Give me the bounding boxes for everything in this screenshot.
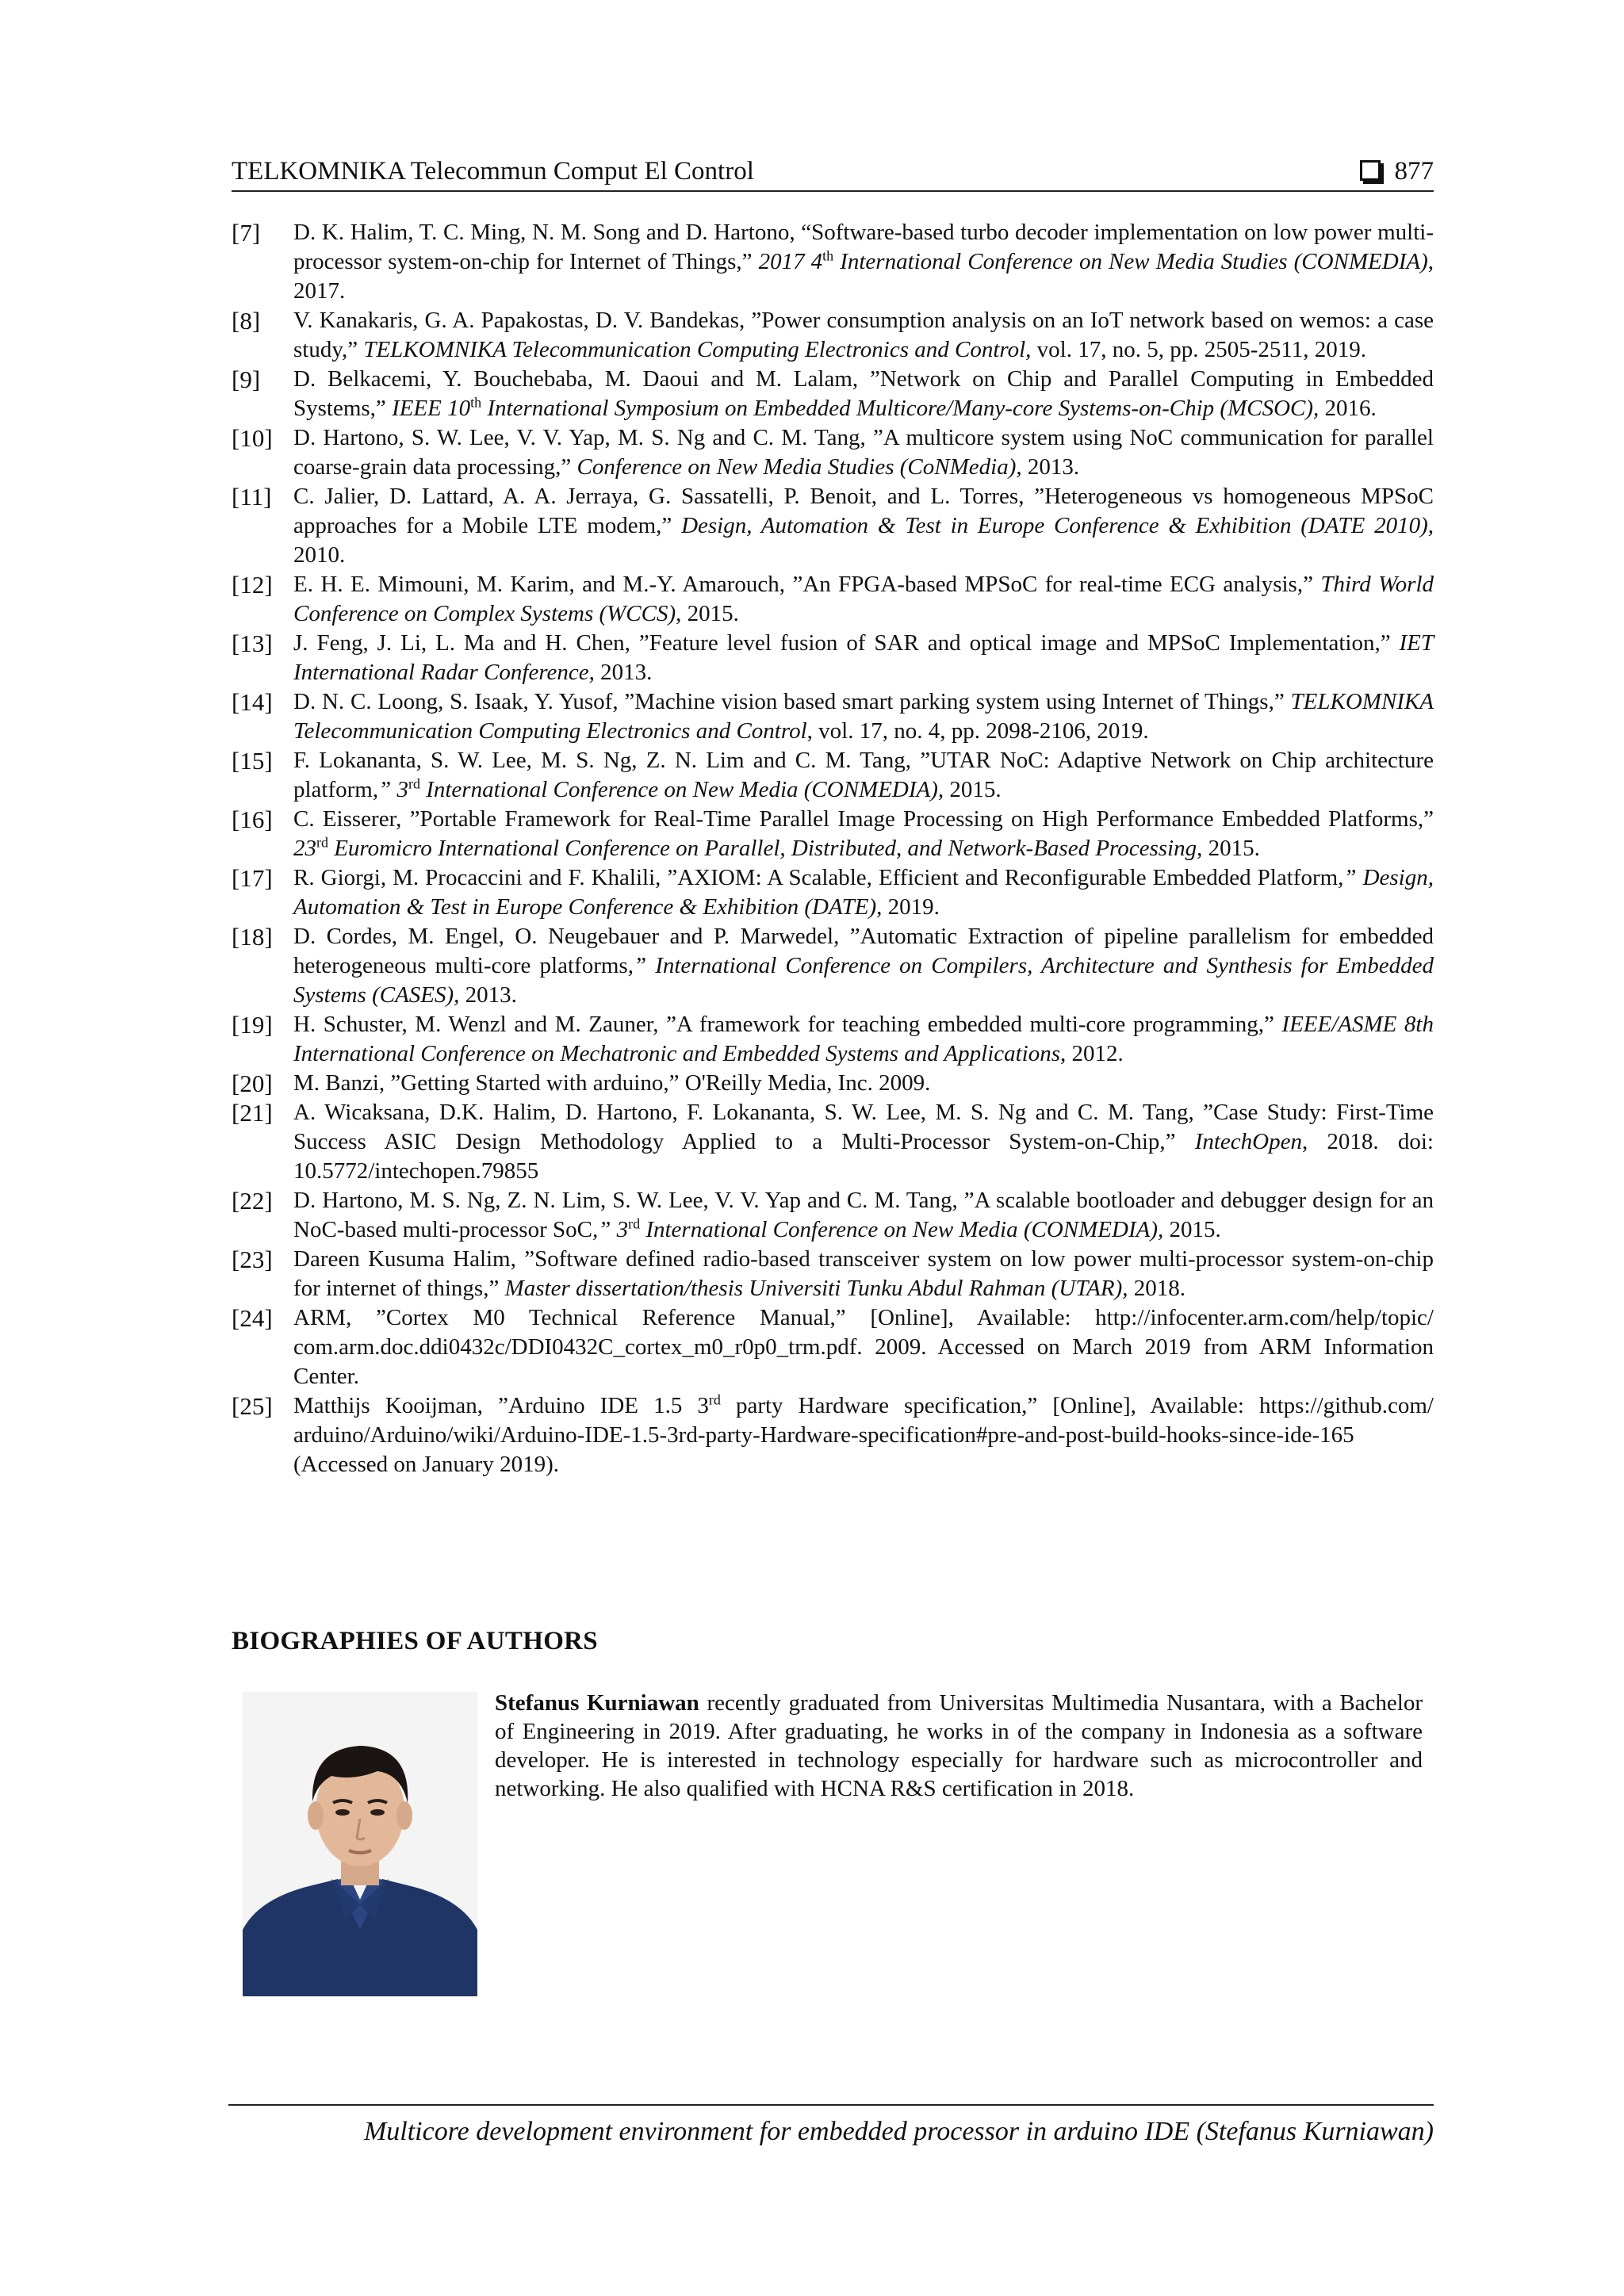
reference-item xyxy=(232,218,1434,306)
reference-superscript: rd xyxy=(408,775,420,792)
page-number-block xyxy=(1360,152,1434,190)
biographies-heading: BIOGRAPHIES OF AUTHORS xyxy=(232,1627,598,1655)
reference-item xyxy=(232,1303,1434,1391)
author-biography xyxy=(495,1689,1423,1803)
reference-text xyxy=(293,922,1434,1010)
reference-item xyxy=(232,922,1434,1010)
reference-segment: ARM, ”Cortex M0 Technical Reference Manual,” [Online], Available: http://infocenter.arm.com/help/topic/ com.arm.doc.ddi0432c/DDI0432C_cortex_m0_r0p0_trm.pdf. 2009. Accessed on March 2019 from ARM Information Center. xyxy=(293,1305,1434,1389)
reference-segment: 2013. xyxy=(459,982,517,1008)
reference-text xyxy=(293,570,1434,629)
reference-superscript: th xyxy=(822,247,834,264)
reference-number: [14] xyxy=(232,688,273,716)
reference-number: [24] xyxy=(232,1304,273,1332)
reference-segment: , 2017. xyxy=(293,249,1434,304)
reference-text xyxy=(293,1186,1434,1245)
author-name: Stefanus Kurniawan xyxy=(495,1690,699,1716)
reference-item xyxy=(232,1391,1434,1479)
reference-superscript: rd xyxy=(628,1215,641,1232)
reference-item xyxy=(232,1010,1434,1069)
reference-segment: Euromicro International Conference on Parallel, Distributed, and Network-Based Processing xyxy=(327,836,1197,861)
reference-segment: J. Feng, J. Li, L. Ma and H. Chen, ”Feature level fusion of SAR and optical image and MPSoC Implementation,” xyxy=(293,630,1400,656)
reference-item xyxy=(232,482,1434,570)
reference-number: [9] xyxy=(232,365,261,393)
reference-number: [22] xyxy=(232,1187,273,1215)
reference-segment: 23 xyxy=(293,836,316,861)
reference-text xyxy=(293,1391,1434,1479)
reference-segment: D. K. Halim, T. C. Ming, N. M. Song and D. Hartono, “Software-based turbo decoder implementation on low power multi-processor system-on-chip for Internet of Things,” xyxy=(293,220,1434,274)
author-bio-text: recently graduated from Universitas Multimedia Nusantara, with a Bachelor of Engineering in 2019. After graduating, he works in of the company in Indonesia as a software developer. He is interested in technology especially for hardware such as microcontroller and networking. He also qualified with HCNA R&S certification in 2018. xyxy=(495,1690,1423,1801)
reference-number: [10] xyxy=(232,424,273,452)
page-number: 877 xyxy=(1394,157,1434,186)
reference-segment: Dareen Kusuma Halim, ”Software defined radio-based transceiver system on low power multi-processor system-on-chip for internet of things,” xyxy=(293,1246,1434,1301)
reference-text xyxy=(293,218,1434,306)
reference-number: [11] xyxy=(232,483,272,511)
reference-superscript: rd xyxy=(708,1391,721,1408)
reference-number: [7] xyxy=(232,219,261,247)
reference-segment: E. H. E. Mimouni, M. Karim, and M.-Y. Amarouch, ”An FPGA-based MPSoC for real-time ECG analysis,” xyxy=(293,572,1321,597)
reference-segment: IET International Radar Conference, xyxy=(293,630,1434,685)
reference-item xyxy=(232,629,1434,687)
reference-segment: Third World Conference on Complex Systems (WCCS), xyxy=(293,572,1434,626)
running-footer xyxy=(228,2104,1434,2147)
reference-number: [23] xyxy=(232,1246,273,1273)
reference-segment: 2019. xyxy=(882,894,940,920)
author-portrait-image xyxy=(243,1692,477,1996)
reference-item xyxy=(232,570,1434,629)
reference-number: [15] xyxy=(232,747,273,775)
journal-title: TELKOMNIKA Telecommun Comput El Control xyxy=(232,157,754,186)
reference-item xyxy=(232,746,1434,805)
reference-segment: D. Hartono, S. W. Lee, V. V. Yap, M. S. Ng and C. M. Tang, ”A multicore system using NoC communication for parallel coarse-grain data processing,” xyxy=(293,425,1434,480)
author-photo xyxy=(243,1692,477,1996)
reference-number: [13] xyxy=(232,629,273,657)
reference-text xyxy=(293,687,1434,746)
reference-segment: V. Kanakaris, G. A. Papakostas, D. V. Bandekas, ”Power consumption analysis on an IoT network based on wemos: a case study,” xyxy=(293,308,1434,362)
reference-text xyxy=(293,482,1434,570)
reference-text xyxy=(293,805,1434,863)
reference-segment: 2015. xyxy=(681,601,739,626)
reference-number: [12] xyxy=(232,571,273,599)
reference-text xyxy=(293,746,1434,805)
reference-segment: Master dissertation/thesis Universiti Tunku Abdul Rahman (UTAR), xyxy=(504,1276,1128,1301)
reference-segment: TELKOMNIKA Telecommunication Computing Electronics and Control xyxy=(293,689,1434,744)
reference-number: [16] xyxy=(232,806,273,833)
reference-item xyxy=(232,365,1434,423)
reference-segment: Conference on New Media Studies (CoNMedia), xyxy=(576,454,1022,480)
reference-segment: 2018. xyxy=(1128,1276,1186,1301)
reference-segment: ,” International Conference on Compilers, Architecture and Synthesis for Embedded Systems (CASES), xyxy=(293,953,1434,1008)
reference-superscript: rd xyxy=(316,834,328,851)
reference-segment: , 2018. doi: 10.5772/intechopen.79855 xyxy=(293,1129,1434,1184)
reference-segment: C. Jalier, D. Lattard, A. A. Jerraya, G. Sassatelli, P. Benoit, and L. Torres, ”Heterogeneous vs homogeneous MPSoC approaches for a Mobile LTE modem,” xyxy=(293,484,1434,538)
reference-superscript: th xyxy=(470,394,482,411)
reference-segment: 2017 4 xyxy=(758,249,823,274)
reference-number: [8] xyxy=(232,307,261,335)
reference-segment: ,” 3 xyxy=(372,777,408,802)
reference-item xyxy=(232,863,1434,922)
reference-segment: ,” 3 xyxy=(592,1217,629,1242)
reference-item xyxy=(232,423,1434,482)
reference-segment: D. Cordes, M. Engel, O. Neugebauer and P. Marwedel, ”Automatic Extraction of pipeline parallelism for embedded heterogeneous multi-core platforms xyxy=(293,924,1434,978)
reference-number: [17] xyxy=(232,864,273,892)
reference-segment: ,” Design, Automation & Test in Europe Conference & Exhibition (DATE), xyxy=(293,865,1434,920)
reference-segment: F. Lokananta, S. W. Lee, M. S. Ng, Z. N. Lim and C. M. Tang, ”UTAR NoC: Adaptive Network on Chip architecture platform xyxy=(293,748,1434,802)
reference-segment: International Conference on New Media Studies (CONMEDIA) xyxy=(833,249,1428,274)
reference-segment: D. Hartono, M. S. Ng, Z. N. Lim, S. W. Lee, V. V. Yap and C. M. Tang, ”A scalable bootloader and debugger design for an NoC-based multi-processor SoC xyxy=(293,1188,1434,1242)
reference-text xyxy=(293,1098,1434,1186)
reference-item xyxy=(232,1186,1434,1245)
reference-segment: International Conference on New Media (CONMEDIA), xyxy=(640,1217,1164,1242)
reference-text xyxy=(293,365,1434,423)
reference-text xyxy=(293,1069,1434,1098)
running-header xyxy=(232,152,1434,192)
reference-segment: , 2015. xyxy=(1197,836,1260,861)
reference-text xyxy=(293,1245,1434,1303)
reference-text xyxy=(293,306,1434,365)
reference-segment: International Symposium on Embedded Multicore/Many-core Systems-on-Chip (MCSOC), xyxy=(481,396,1320,421)
reference-segment: D. Belkacemi, Y. Bouchebaba, M. Daoui and M. Lalam, ”Network on Chip and Parallel Computing in Embedded Systems,” xyxy=(293,366,1434,421)
reference-segment: vol. 17, no. 5, pp. 2505-2511, 2019. xyxy=(1031,337,1367,362)
reference-item xyxy=(232,687,1434,746)
reference-segment: IEEE 10 xyxy=(392,396,471,421)
reference-segment: D. N. C. Loong, S. Isaak, Y. Yusof, ”Machine vision based smart parking system using Internet of Things,” xyxy=(293,689,1291,714)
reference-segment: TELKOMNIKA Telecommunication Computing Electronics and Control, xyxy=(363,337,1032,362)
reference-text xyxy=(293,1303,1434,1391)
reference-segment: A. Wicaksana, D.K. Halim, D. Hartono, F. Lokananta, S. W. Lee, M. S. Ng and C. M. Tang, ”Case Study: First-Time Success ASIC Design Methodology Applied to a Multi-Processor System-on-Chip,” xyxy=(293,1100,1434,1154)
reference-segment: , vol. 17, no. 4, pp. 2098-2106, 2019. xyxy=(806,718,1149,744)
reference-item xyxy=(232,1069,1434,1098)
reference-segment: IEEE/ASME 8th International Conference on Mechatronic and Embedded Systems and Applications xyxy=(293,1012,1434,1066)
reference-segment: 2015. xyxy=(1163,1217,1221,1242)
reference-segment: 2013. xyxy=(594,660,653,685)
reference-text xyxy=(293,629,1434,687)
reference-list xyxy=(232,218,1434,1479)
reference-number: [20] xyxy=(232,1070,273,1097)
reference-segment: Design, Automation & Test in Europe Conference & Exhibition (DATE 2010), xyxy=(681,513,1434,538)
footer-title: Multicore development environment for embedded processor in arduino IDE (Stefanus Kurniawan) xyxy=(363,2117,1434,2146)
reference-number: [18] xyxy=(232,923,273,951)
reference-number: [19] xyxy=(232,1011,273,1039)
reference-item xyxy=(232,1098,1434,1186)
reference-segment: C. Eisserer, ”Portable Framework for Real-Time Parallel Image Processing on High Performance Embedded Platforms,” xyxy=(293,806,1434,832)
reference-text xyxy=(293,1010,1434,1069)
square-bullet-icon xyxy=(1360,160,1381,181)
reference-segment: 2013. xyxy=(1021,454,1080,480)
reference-segment: 2015. xyxy=(944,777,1002,802)
reference-text xyxy=(293,423,1434,482)
reference-number: [25] xyxy=(232,1392,273,1420)
reference-segment: H. Schuster, M. Wenzl and M. Zauner, ”A framework for teaching embedded multi-core programming,” xyxy=(293,1012,1282,1037)
reference-segment: 2016. xyxy=(1319,396,1377,421)
reference-segment: IntechOpen xyxy=(1194,1129,1302,1154)
reference-segment: M. Banzi, ”Getting Started with arduino,” O'Reilly Media, Inc. 2009. xyxy=(293,1070,931,1096)
reference-segment: Matthijs Kooijman, ”Arduino IDE 1.5 3 xyxy=(293,1393,709,1418)
reference-number: [21] xyxy=(232,1099,273,1127)
reference-text xyxy=(293,863,1434,922)
reference-segment: party Hardware specification,” [Online], Available: https://github.com/ arduino/Arduino/wiki/Arduino-IDE-1.5-3rd-party-Hardware-specification#pre-and-post-build-hooks-since-ide-165 (Accessed on January 2019). xyxy=(293,1393,1434,1477)
reference-segment: 2010. xyxy=(293,542,346,568)
reference-item xyxy=(232,805,1434,863)
reference-segment: R. Giorgi, M. Procaccini and F. Khalili, ”AXIOM: A Scalable, Efficient and Reconfigurable Embedded Platform xyxy=(293,865,1339,890)
reference-item xyxy=(232,1245,1434,1303)
reference-segment: , 2012. xyxy=(1060,1041,1124,1066)
reference-segment: International Conference on New Media (CONMEDIA), xyxy=(419,777,944,802)
reference-item xyxy=(232,306,1434,365)
